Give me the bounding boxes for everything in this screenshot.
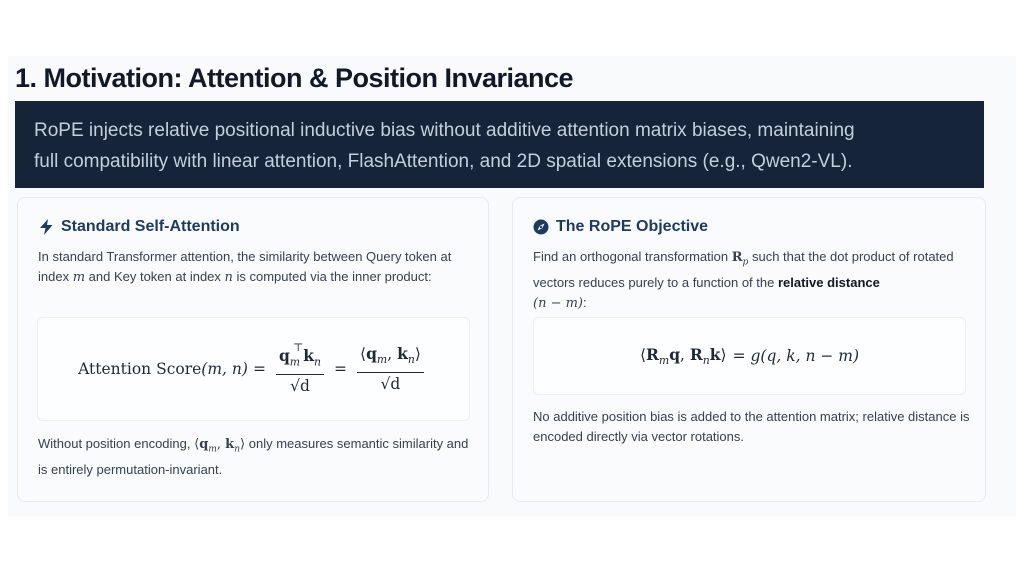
standard-attention-title-text: Standard Self-Attention [61, 218, 240, 235]
rotation-matrix-term: $R_p$ [731, 250, 749, 268]
summary-banner [15, 101, 984, 188]
rope-objective-card [512, 197, 986, 502]
formula-args: (m, n) [201, 360, 248, 378]
sqrt-d-1: √d [290, 376, 310, 395]
banner-line-1: RoPE injects relative positional inductive bias without additive attention matrix biases, maintaining [34, 120, 855, 141]
inner-product-term: $⟨q_m$, $k_n⟩$ [194, 437, 246, 455]
rope-objective-title [533, 218, 708, 236]
rope-objective-footer: No additive position bias is added to the attention matrix; relative distance is encoded directly via vector rotations. [533, 409, 970, 444]
standard-attention-footer: Without position encoding, $⟨q_m$, $k_n⟩$ only measures semantic similarity and is entirely permutation-invariant. [38, 436, 469, 477]
standard-attention-card [17, 197, 489, 502]
query-index-m: m [72, 270, 86, 285]
rope-formula-rhs: = g(q, k, n − m) [732, 347, 860, 365]
formula-equals-2: = [334, 360, 348, 378]
rope-objective-title-text: The RoPE Objective [556, 218, 709, 235]
standard-attention-intro: In standard Transformer attention, the similarity between Query token at index m and Key token at index n is computed via the inner product: [38, 249, 452, 285]
rope-objective-intro: Find an orthogonal transformation $R_p$ such that the dot product of rotated vectors reduces purely to a function of the relative distance (n − m): [533, 249, 954, 311]
relative-distance-emphasis: relative distance [777, 274, 880, 290]
rope-formula-box [533, 317, 966, 395]
rope-formula: $⟨R_mq$, $R_nk⟩$ = g(q, k, n − m) [639, 344, 860, 368]
lightning-icon [38, 219, 54, 235]
compass-icon [533, 219, 549, 235]
standard-attention-title [38, 218, 240, 236]
fraction-qk: $\frac{q_m^⊤k_n}{√d}$ [276, 343, 324, 394]
sqrt-d-2: √d [380, 374, 401, 393]
page-title: 1. Motivation: Attention & Position Invariance [15, 63, 574, 93]
distance-term: (n − m) [533, 295, 584, 311]
attention-score-formula-box [37, 317, 470, 421]
formula-label: Attention Score [78, 360, 202, 378]
fraction-inner-product: $\frac{⟨q_m, k_n⟩}{√d}$ [357, 345, 424, 392]
formula-equals-1: = [252, 360, 266, 378]
key-index-n: n [224, 270, 233, 285]
attention-score-formula [38, 318, 469, 420]
banner-line-2: full compatibility with linear attention, FlashAttention, and 2D spatial extensions (e.g., Qwen2-VL). [34, 151, 853, 172]
